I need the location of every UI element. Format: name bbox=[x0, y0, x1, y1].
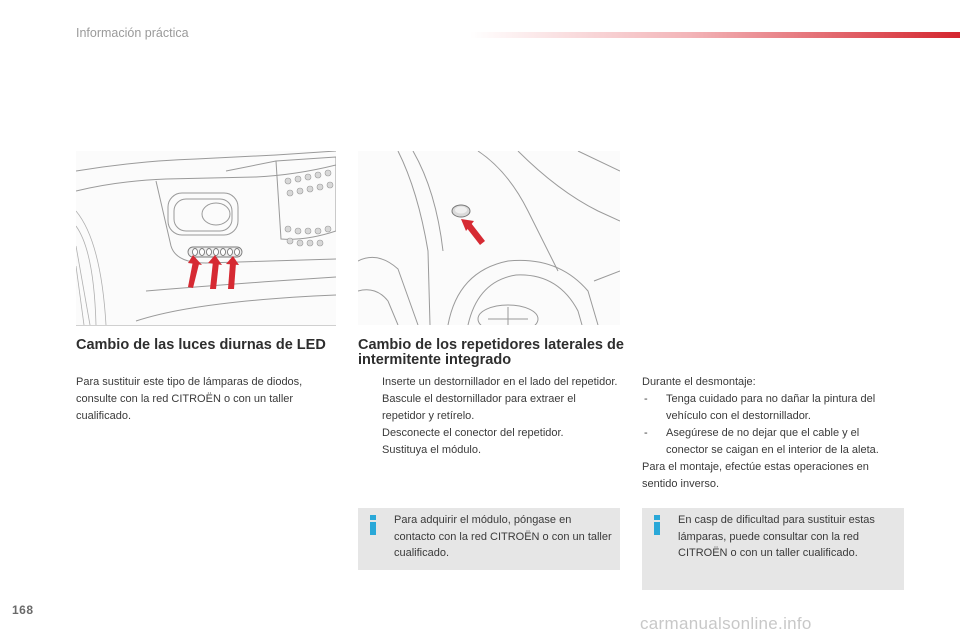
list-item: - Tenga cuidado para no dañar la pintura del vehículo con el destornillador. bbox=[644, 393, 876, 422]
arrow-icon bbox=[461, 219, 485, 245]
page-number: 168 bbox=[12, 603, 34, 617]
repeater-steps-list bbox=[360, 374, 618, 459]
list-item: Bascule el destornillador para extraer el repetidor y retírelo. bbox=[382, 393, 576, 422]
heading-side-repeaters: Cambio de los repetidores laterales de intermitente integrado bbox=[358, 337, 624, 368]
removal-outro: Para el montaje, efectúe estas operaciones en sentido inverso. bbox=[642, 461, 869, 490]
figure-led-daytime-lights bbox=[76, 151, 336, 325]
repeater-lamp bbox=[452, 205, 470, 217]
info-box-module bbox=[358, 508, 620, 570]
watermark: carmanualsonline.info bbox=[640, 614, 812, 633]
list-item: - Asegúrese de no dejar que el cable y el conector se caigan en el interior de la aleta. bbox=[644, 427, 879, 456]
dash-bullet: - bbox=[644, 393, 648, 405]
removal-notes bbox=[642, 374, 904, 493]
led-body-text: Para sustituir este tipo de lámparas de diodos, consulte con la red CITROËN o con un taller cualificado. bbox=[76, 376, 303, 422]
header-accent-bar bbox=[470, 32, 960, 38]
arrow-icon bbox=[188, 255, 239, 289]
header-title: Información práctica bbox=[76, 26, 189, 40]
info-text: En casp de dificultad para sustituir estas lámparas, puede consultar con la red CITROËN o con un taller cualificado. bbox=[678, 514, 875, 559]
list-item: Desconecte el conector del repetidor. bbox=[382, 427, 564, 439]
front-bumper-illustration bbox=[76, 151, 336, 325]
list-item: Inserte un destornillador en el lado del repetidor. bbox=[382, 376, 618, 388]
front-wing-illustration bbox=[358, 151, 620, 325]
heading-led-daytime-lights: Cambio de las luces diurnas de LED bbox=[76, 337, 326, 353]
list-item: Sustituya el módulo. bbox=[382, 444, 482, 456]
info-icon bbox=[366, 514, 380, 536]
info-text: Para adquirir el módulo, póngase en contacto con la red CITROËN o con un taller cualificado. bbox=[394, 514, 612, 559]
info-icon bbox=[650, 514, 664, 536]
info-box-difficulty bbox=[642, 508, 904, 590]
dash-bullet: - bbox=[644, 427, 648, 439]
figure-divider bbox=[76, 325, 336, 326]
figure-side-repeater bbox=[358, 151, 620, 325]
removal-intro: Durante el desmontaje: bbox=[642, 376, 756, 388]
